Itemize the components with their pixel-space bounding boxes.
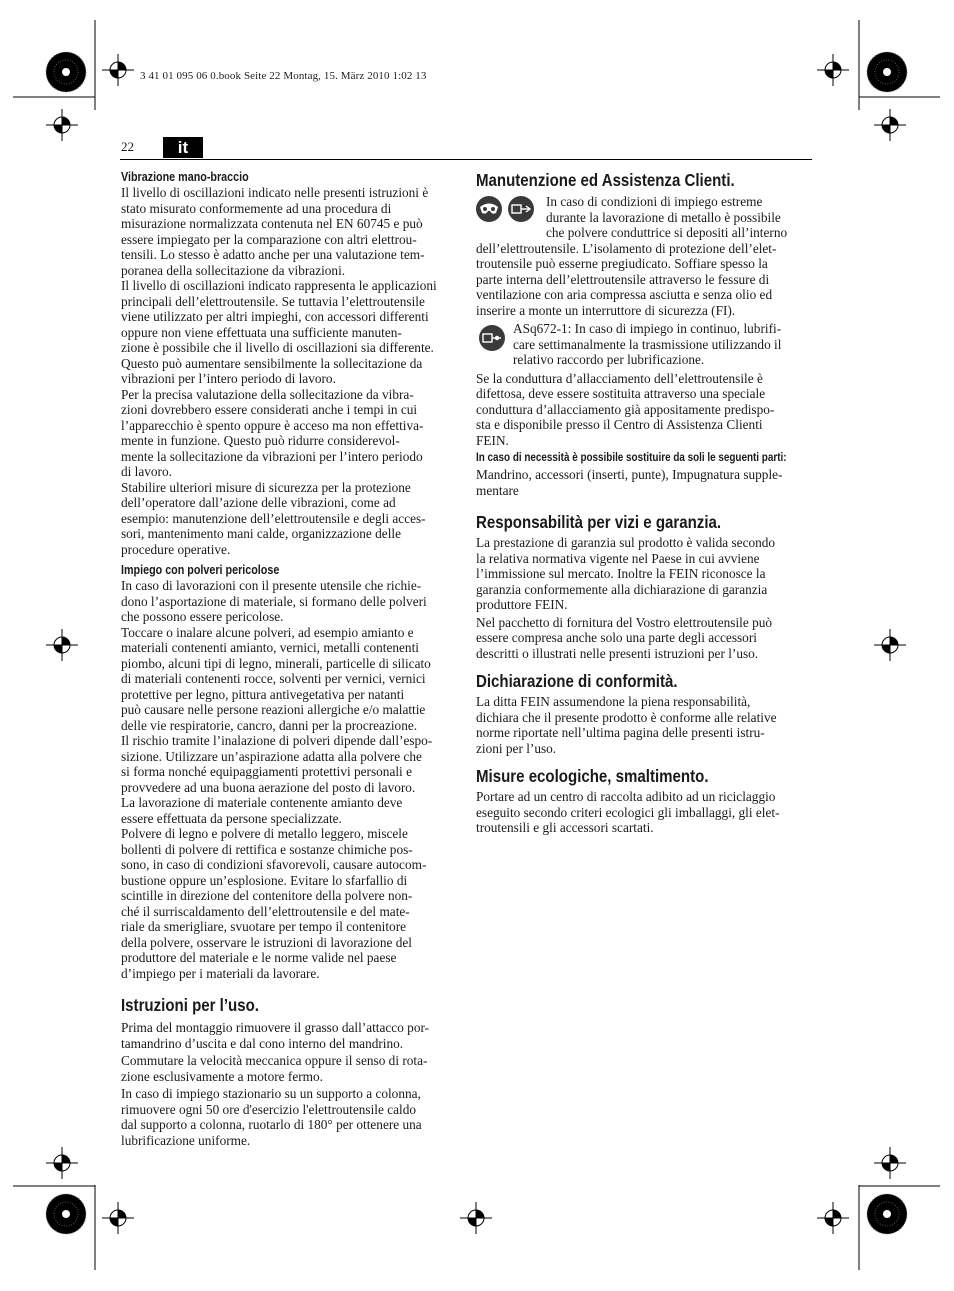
right-column	[476, 170, 812, 836]
header-rule	[120, 159, 812, 160]
maintenance-paragraph-1: dell’elettroutensile. L’isolamento di protezione dell’elet- troutensile può esserne pregiudicato. Soffiare spesso la parte interna dell’elettroutensile attraverso le fessure di ventilazione con aria compressa asciutta e senza olio ed inserire a monte un interruttore di sicurezza (FI).	[476, 240, 777, 318]
ecology-heading: Misure ecologiche, smaltimento.	[476, 766, 709, 786]
file-info-line: 3 41 01 095 06 0.book Seite 22 Montag, 15. März 2010 1:02 13	[140, 70, 427, 82]
maintenance-icon-text-2: ASq672-1: In caso di impiego in continuo, lubrifi- care settimanalmente la trasmissione utilizzando il relativo raccordo per lubrificazione.	[513, 321, 782, 367]
conformity-heading: Dichiarazione di conformità.	[476, 671, 678, 691]
usage-paragraph-1: Prima del montaggio rimuovere il grasso dall’attacco por- tamandrino d’uscita e dal cono interno del mandrino.	[121, 1020, 430, 1051]
maintenance-heading: Manutenzione ed Assistenza Clienti.	[476, 170, 735, 190]
dust-paragraph-1: In caso di lavorazioni con il presente utensile che richie- dono l’asportazione di materiale, si formano delle polveri che possono essere pericolose.	[121, 578, 427, 624]
warranty-paragraph-1: La prestazione di garanzia sul prodotto è valida secondo la relativa normativa vigente nel Paese in cui avviene l’immissione sul mercato. Inoltre la FEIN riconosce la garanzia conformemente alla dichiarazione di garanzia produttore FEIN.	[476, 535, 776, 612]
vibration-paragraph-4: Stabilire ulteriori misure di sicurezza per la protezione dell’operatore dall’azione delle vibrazioni, come ad esempio: manutenzione dell’elettroutensile e degli acces- sori, mantenimento mani calde, organizzazione delle procedure operative.	[121, 479, 426, 557]
left-column	[121, 170, 457, 1148]
dust-heading: Impiego con polveri pericolose	[121, 563, 280, 577]
vibration-paragraph-3: Per la precisa valutazione della sollecitazione da vibra- zioni dovrebbero essere considerati anche i tempi in cui l’apparecchio è spento oppure è acceso ma non effettiva- mente in funzione. Questo può ridurre considerevol- mente la sollecitazione da vibrazioni per l’intero periodo di lavoro.	[121, 386, 424, 479]
maintenance-icon-block-1	[476, 194, 812, 241]
maintenance-paragraph-2: Se la conduttura d’allacciamento dell’elettroutensile è difettosa, deve essere sostituita attraverso una speciale conduttura d’allacciamento già appositamente predispo- sta e disponibile presso il Centro di Assistenza Clienti FEIN.	[476, 370, 775, 448]
conformity-paragraph: La ditta FEIN assumendone la piena responsabilità, dichiara che il presente prodotto è conforme alle relative norme riportate nell’ultima pagina delle presenti istru- zioni per l’uso.	[476, 694, 777, 756]
replaceable-parts-heading: In caso di necessità è possibile sostituire da soli le seguenti parti:	[476, 452, 787, 464]
vibration-paragraph-2: Il livello di oscillazioni indicato rappresenta le applicazioni principali dell’elettroutensile. Se tuttavia l’elettroutensile viene utilizzato per altri impieghi, con accessori differenti oppure non viene effettuata una sufficiente manuten- zione è possibile che il livello di oscillazioni sia differente. Questo può aumentare sensibilmente la sollecitazione da vibrazioni per l’intero periodo di lavoro.	[121, 278, 437, 386]
vibration-heading: Vibrazione mano-braccio	[121, 170, 249, 184]
language-badge: it	[163, 137, 203, 158]
maintenance-icon-block-2	[476, 321, 812, 368]
usage-paragraph-2: Commutare la velocità meccanica oppure il senso di rota- zione esclusivamente a motore fermo.	[121, 1053, 428, 1084]
eye-protection-icon	[476, 196, 502, 222]
warranty-paragraph-2: Nel pacchetto di fornitura del Vostro elettroutensile può essere compresa anche solo una parte degli accessori descritti o illustrati nelle presenti istruzioni per l’uso.	[476, 614, 773, 661]
warranty-heading: Responsabilità per vizi e garanzia.	[476, 512, 722, 532]
vibration-paragraph-1: Il livello di oscillazioni indicato nelle presenti istruzioni è stato misurato conformemente ad una procedura di misurazione normalizzata contenuta nel EN 60745 e può essere impiegato per la comparazione con altri elettrou- tensili. Lo stesso è adatto anche per una valutazione tem- poranea della sollecitazione da vibrazioni.	[121, 185, 429, 278]
ecology-paragraph: Portare ad un centro di raccolta adibito ad un riciclaggio eseguito secondo criteri ecologici gli imballaggi, gli elet- troutensili e gli accessori scartati.	[476, 789, 780, 835]
lubrication-icon	[479, 325, 505, 351]
maintenance-icon-text-1: In caso di condizioni di impiego estreme durante la lavorazione di metallo è possibile che polvere conduttrice si depositi all’interno	[546, 194, 788, 240]
page-number: 22	[121, 139, 134, 154]
usage-paragraph-3: In caso di impiego stazionario su un supporto a colonna, rimuovere ogni 50 ore d'esercizio l'elettroutensile caldo dal supporto a colonna, ruotarlo di 180° per ottenere una lubrificazione uniforme.	[121, 1086, 422, 1148]
dust-paragraph-3: Polvere di legno e polvere di metallo leggero, miscele bollenti di polvere di rettifica e sostanze chimiche pos- sono, in caso di condizioni sfavorevoli, causare autocom- bustione oppure un’esplosione. Evitare lo sfarfallio di scintille in direzione del contenitore della polvere non- ché il surriscaldamento dell’elettroutensile e del mate- riale da smerigliare, svuotare per tempo il contenitore della polvere, osservare le istruzioni di lavorazione del produttore del materiale e le norme valide nel paese d’impiego per i materiali da lavorare.	[121, 826, 427, 981]
dust-paragraph-2: Toccare o inalare alcune polveri, ad esempio amianto e materiali contenenti amianto, vernici, metalli contenenti piombo, alcuni tipi di legno, minerali, particelle di silicato di materiali contenenti rocce, solventi per vernici, vernici protettive per legno, pittura antivegetativa per natanti può causare nelle persone reazioni allergiche e/o malattie delle vie respiratorie, cancro, danni per la procreazione. Il rischio tramite l’inalazione di polveri dipende dall’espo- sizione. Utilizzare un’aspirazione adatta alla polvere che si forma nonché equipaggiamenti protettivi personali e provvedere ad una buona aerazione del posto di lavoro. La lavorazione di materiale contenente amianto deve essere effettuata da persone specializzate.	[121, 624, 433, 826]
blow-out-motor-icon	[508, 196, 534, 222]
usage-heading: Istruzioni per l’uso.	[121, 995, 259, 1015]
replaceable-parts-text: Mandrino, accessori (inserti, punte), Impugnatura supple- mentare	[476, 467, 783, 498]
